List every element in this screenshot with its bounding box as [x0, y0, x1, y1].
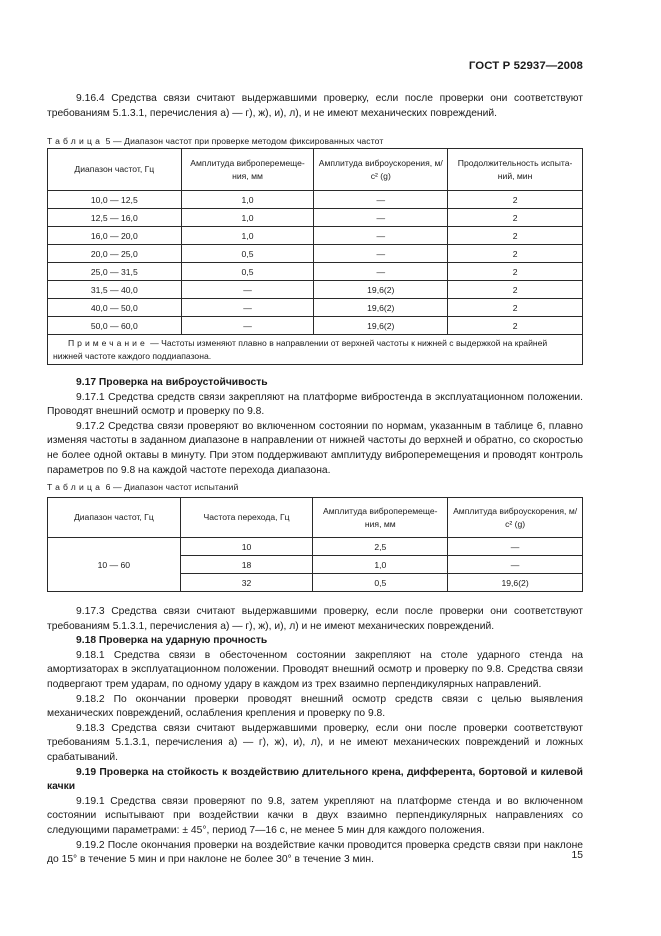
caption-text: 6 — Диапазон частот испытаний	[105, 482, 239, 492]
table-cell: —	[448, 538, 583, 556]
note-text: — Частоты изменяют плавно в направлении от верхней частоты к нижней с выдержкой на крайней нижней частоте каждого поддиапазона.	[53, 338, 548, 361]
table-cell: —	[314, 245, 448, 263]
table-cell: 16,0 — 20,0	[48, 227, 182, 245]
page-number: 15	[571, 850, 583, 861]
paragraph-9-19-2: 9.19.2 После окончания проверки на воздействие качки проводится проверка средств связи при наклоне до 15° в течение 5 мин и при наклоне не более 30° в течение 3 мин.	[47, 839, 583, 866]
paragraph-9-18-2: 9.18.2 По окончании проверки проводят внешний осмотр средств связи с целью выявления механических повреждений, ослабления крепления и проверку по 9.8.	[47, 693, 583, 720]
table-cell: 2	[448, 191, 583, 209]
table-row	[48, 263, 583, 281]
paragraph-9-17-2: 9.17.2 Средства связи проверяют во включенном состоянии по нормам, указанным в таблице 6, плавно изменяя частоты в заданном диапазоне в направлении от нижней частоты до верхней и обратно, со скоростью не более одной октавы в минуту. При этом поддерживают амплитуду виброперемещения и проводят контроль параметров по 9.8 на каждой частоте перехода диапазона.	[47, 420, 583, 476]
table5-header-cell: Амплитуда виброперемеще-ния, мм	[181, 149, 314, 191]
table-6	[47, 497, 583, 592]
table-cell: 1,0	[313, 556, 448, 574]
table-cell: 12,5 — 16,0	[48, 209, 182, 227]
document-header: ГОСТ Р 52937—2008	[468, 60, 583, 72]
paragraph-9-16-4	[47, 92, 583, 121]
paragraph-9-19-1: 9.19.1 Средства связи проверяют по 9.8, затем укрепляют на платформе стенда и во включенном состоянии испытывают при воздействии качки в двух взаимно перпендикулярных направлениях со следующими параметрами: ± 45°, период 7—16 с, не менее 5 мин для каждого положения.	[47, 795, 583, 836]
table-cell: 40,0 — 50,0	[48, 299, 182, 317]
table6-header-cell: Амплитуда виброперемеще-ния, мм	[313, 498, 448, 538]
table-cell: —	[314, 191, 448, 209]
table5-header-row	[48, 149, 583, 191]
table-cell: 1,0	[181, 209, 314, 227]
table-cell: 19,6(2)	[448, 574, 583, 592]
table-cell: 2	[448, 299, 583, 317]
table-row	[48, 538, 583, 556]
table-cell: 2	[448, 263, 583, 281]
table6-header-cell: Амплитуда виброускорения, м/с² (g)	[448, 498, 583, 538]
table-cell: 10	[180, 538, 313, 556]
table-cell: —	[314, 263, 448, 281]
paragraph-9-17-1: 9.17.1 Средства средств связи закрепляют на платформе вибростенда в эксплуатационном положении. Проводят внешний осмотр и проверку по 9.8.	[47, 391, 583, 418]
table-cell: 20,0 — 25,0	[48, 245, 182, 263]
table-cell: 0,5	[313, 574, 448, 592]
table6-header-cell: Диапазон частот, Гц	[48, 498, 181, 538]
table-row	[48, 227, 583, 245]
table-row	[48, 317, 583, 335]
table-cell: 2	[448, 227, 583, 245]
table-cell: 18	[180, 556, 313, 574]
section-heading: 9.19 Проверка на стойкость к воздействию длительного крена, дифферента, бортовой и килевой качки	[47, 766, 583, 793]
table-cell: —	[181, 299, 314, 317]
table-row	[48, 245, 583, 263]
table-cell: —	[181, 281, 314, 299]
table-cell: 1,0	[181, 227, 314, 245]
table5-note	[48, 335, 583, 365]
paragraph-9-17-3: 9.17.3 Средства связи считают выдержавшими проверку, если после проверки они соответствуют требованиям 5.1.3.1, перечисления а) — г), ж), и), л) и не имеют механических повреждений.	[47, 606, 583, 632]
paragraph-9-18-1: 9.18.1 Средства связи в обесточенном состоянии закрепляют на столе ударного стенда на амортизаторах в эксплуатационном положении. Проводят внешний осмотр и проверку по 9.8. Средства связи подвергают трем ударам, по одному удару в каждом из трех взаимно перпендикулярных направлений.	[47, 649, 583, 690]
table-cell: 10,0 — 12,5	[48, 191, 182, 209]
section-heading: 9.18 Проверка на ударную прочность	[76, 635, 268, 647]
table5-note-row	[48, 335, 583, 365]
table6-header-cell: Частота перехода, Гц	[180, 498, 313, 538]
section-9-17-3-to-9-19	[47, 605, 583, 868]
table-cell: 32	[180, 574, 313, 592]
section-9-17	[47, 376, 583, 478]
table5-header-cell: Продолжительность испыта-ний, мин	[448, 149, 583, 191]
table-cell: —	[314, 227, 448, 245]
table-cell: 19,6(2)	[314, 299, 448, 317]
table-row	[48, 281, 583, 299]
table-cell: 1,0	[181, 191, 314, 209]
table-cell: —	[181, 317, 314, 335]
paragraph-9-18-3: 9.18.3 Средства связи считают выдержавшими проверку, если они после проверки соответствуют требованиям 5.1.3.1, перечисления а) — г), ж), и), л), и не имеют механических повреждений и ложных срабатываний.	[47, 722, 583, 763]
table-cell: 25,0 — 31,5	[48, 263, 182, 281]
table-cell: 0,5	[181, 245, 314, 263]
table6-header-row	[48, 498, 583, 538]
caption-text: 5 — Диапазон частот при проверке методом фиксированных частот	[105, 136, 384, 146]
table-cell: 2	[448, 317, 583, 335]
table-5	[47, 148, 583, 365]
caption-word: Таблица	[47, 482, 104, 492]
table-cell: 2	[448, 281, 583, 299]
table-cell: —	[448, 556, 583, 574]
table-cell: 2	[448, 245, 583, 263]
caption-word: Таблица	[47, 136, 104, 146]
table5-header-cell: Диапазон частот, Гц	[48, 149, 182, 191]
table-cell: 0,5	[181, 263, 314, 281]
paragraph-text: 9.16.4 Средства связи считают выдержавшими проверку, если после проверки они соответствуют требованиям 5.1.3.1, перечисления а) — г), ж), и), л), и не имеют механических повреждений.	[47, 93, 583, 119]
table6-caption	[47, 482, 238, 492]
table5-header-cell: Амплитуда виброускорения, м/с² (g)	[314, 149, 448, 191]
table-cell: 19,6(2)	[314, 281, 448, 299]
section-heading: 9.17 Проверка на виброустойчивость	[76, 377, 268, 388]
table-cell: 2	[448, 209, 583, 227]
table-cell: —	[314, 209, 448, 227]
table-row	[48, 299, 583, 317]
table-row	[48, 191, 583, 209]
table-cell: 31,5 — 40,0	[48, 281, 182, 299]
table5-caption	[47, 136, 383, 146]
table-cell: 19,6(2)	[314, 317, 448, 335]
note-word: Примечание	[68, 338, 148, 348]
table-cell: 2,5	[313, 538, 448, 556]
table-row	[48, 209, 583, 227]
table-cell: 10 — 60	[48, 538, 181, 592]
table-cell: 50,0 — 60,0	[48, 317, 182, 335]
